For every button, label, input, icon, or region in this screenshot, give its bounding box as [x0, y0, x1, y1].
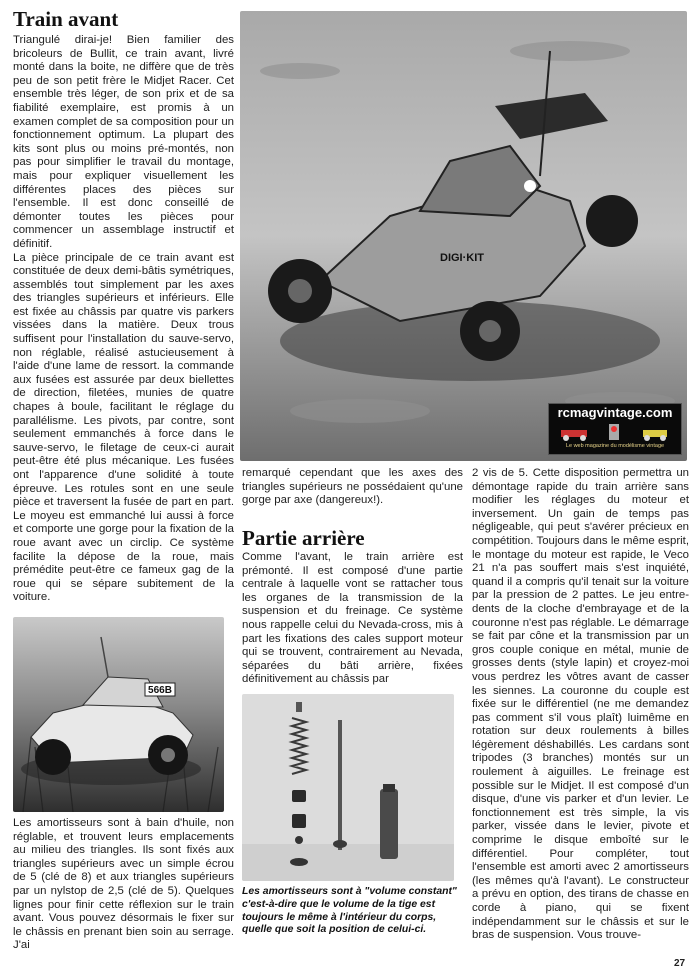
- section-title-train-avant: Train avant: [13, 7, 119, 31]
- svg-text:DIGI·KIT: DIGI·KIT: [440, 252, 484, 264]
- page-number: 27: [674, 958, 686, 969]
- column-2-text: Comme l'avant, le train arrière est prémonté. Il est composé d'une partie centrale à laquelle vont se rattacher tous les organes de la transmission de la suspension et du freinage. Ce système nous rappelle celui du Nevada-cross, mis à part les fixations des cales support moteur qui se trouvent, contrairement au Nevada, séparées du bâti arrière, fixées définitivement au châssis par: [242, 551, 463, 686]
- logo-name: rcmagvintage.com: [557, 405, 673, 420]
- logo-tagline: Le web magazine du modélisme vintage: [565, 443, 665, 449]
- section-title-partie-arriere: Partie arrière: [242, 526, 365, 550]
- column-1-continued-text: Les amortisseurs sont à bain d'huile, non réglable, et trouvent leurs emplacements au milieu des triangles. Ils sont fixés aux triangles supérieurs avec un simple écrou de 5 (clé de 8) et aux triangles supérieurs par un nylstop de 2,5 (clé de 5). Quelques lignes pour finir cette réflexion sur le train avant. Vous pouvez désormais le fixer sur le châssis en prenant bien soin au serrage. J'ai: [13, 817, 234, 952]
- column-2-top-text: remarqué cependant que les axes des triangles supérieurs ne possédaient qu'une gorge par axe (dangereux!).: [242, 467, 463, 507]
- car-number-label: 566B: [148, 685, 172, 696]
- column-1-text: [13, 34, 234, 605]
- buggy-sand-photo: [240, 11, 687, 461]
- column-3-text: 2 vis de 5. Cette disposition permettra un démontage rapide du train arrière sans modifier les réglages du moteur et inversement. Un gain de temps pas négligeable, qui peut s'avérer précieux en compétition. Toujours dans le même esprit, le montage du moteur est rapide, le Veco 21 n'a pas souffert mais s'est inquiété, quand il a compris qu'il tenait sur la voiture par la pression de 2 pattes. Le jeu entre-dents de la cloche d'embrayage et de la couronne n'est pas réglable. Le démarrage se fait par cône et la transmission par un gros couple conique en métal, munie de grosses dents (style lapin) et croyez-moi vous perdrez les vôtres avant de casser les siennes. La couronne du couple est fixée sur le différentiel (ne me demandez pas comment s'il vous plaît) luimême en rotation sur deux roulements à billes légèrement déshabillés. Les cardans sont tripodes (3 branches) montés sur un roulement à aiguilles. Le freinage est possible sur le Midjet. Il est composé d'un disque, d'une vis parker et d'un levier. Le fonctionnement est très simple, la vis parker, vissée dans le levier, pivote et comprime le disque emboîté sur le différentiel. Pour compléter, tout l'ensemble est amorti avec 2 amortisseurs (les mêmes qu'à l'avant). Le constructeur a prévu en option, des tirans de chasse en corde à piano, qui se fixent indépendamment sur le châssis et sur le bras de suspension. Vous trouve-: [472, 467, 689, 942]
- shock-parts-photo: [242, 694, 454, 881]
- paragraph: La pièce principale de ce train avant est constituée de deux demi-bâtis symétriques, assemblés tout simplement par les axes des triangles supérieurs et inférieurs. Elle est fixée au châssis par quatre vis parkers vissées dans la matière. Deux trous suffisent pour l'installation du sauve-servo, non réglable, réalisé astucieusement à l'aide d'une lame de ressort. la commande aux fusées est assurée par deux biellettes de direction, filetées, munies de quatre chapes à boule, facilitant le réglage du parallélisme. Les pivots, par contre, sont seulement emmanchés à force dans le sauve-servo, le filetage de ceux-ci aurait peut-être été plus mécanique. Les fusées ont l'apparence d'une solidité à toute épreuve. Les rotules sont en une seule pièce et traversent la fusée de part en part. Le moyeu est emmanché lui aussi à force et comporte une gorge pour la fixation de la roue avant avec un circlip. Ce système facilite la dépose de la roue, mais prémédite peut-être ce fameux gag de la roue qui se sépare subitement de la voiture.: [13, 251, 234, 604]
- rcmagvintage-logo: [548, 403, 682, 455]
- buggy-grass-photo: [13, 617, 224, 812]
- photo-caption: Les amortisseurs sont à "volume constant" c'est-à-dire que le volume de la tige est toujours le même à l'intérieur du corps, quelle que soit la position de celui-ci.: [242, 886, 457, 936]
- paragraph: Triangulé dirai-je! Bien familier des bricoleurs de Bullit, ce train avant, livré monté dans la boite, ne diffère que de très peu de son petit frère le Midjet Racer. Cet ensemble très léger, de son prix et de sa fiabilité exemplaire, est promis à un examen complet de sa composition pour un fonctionnement optimum. La plupart des kits sont plus ou moins pré-montés, non pas pour simplifier le travail du montage, mais pour expliquer visuellement les différentes places des pièces sur l'ensemble. Il est donc conseillé de démonter toutes les pièces pour commencer un assemblage instructif et définitif.: [13, 34, 234, 250]
- logo-cars-icon: [557, 422, 673, 442]
